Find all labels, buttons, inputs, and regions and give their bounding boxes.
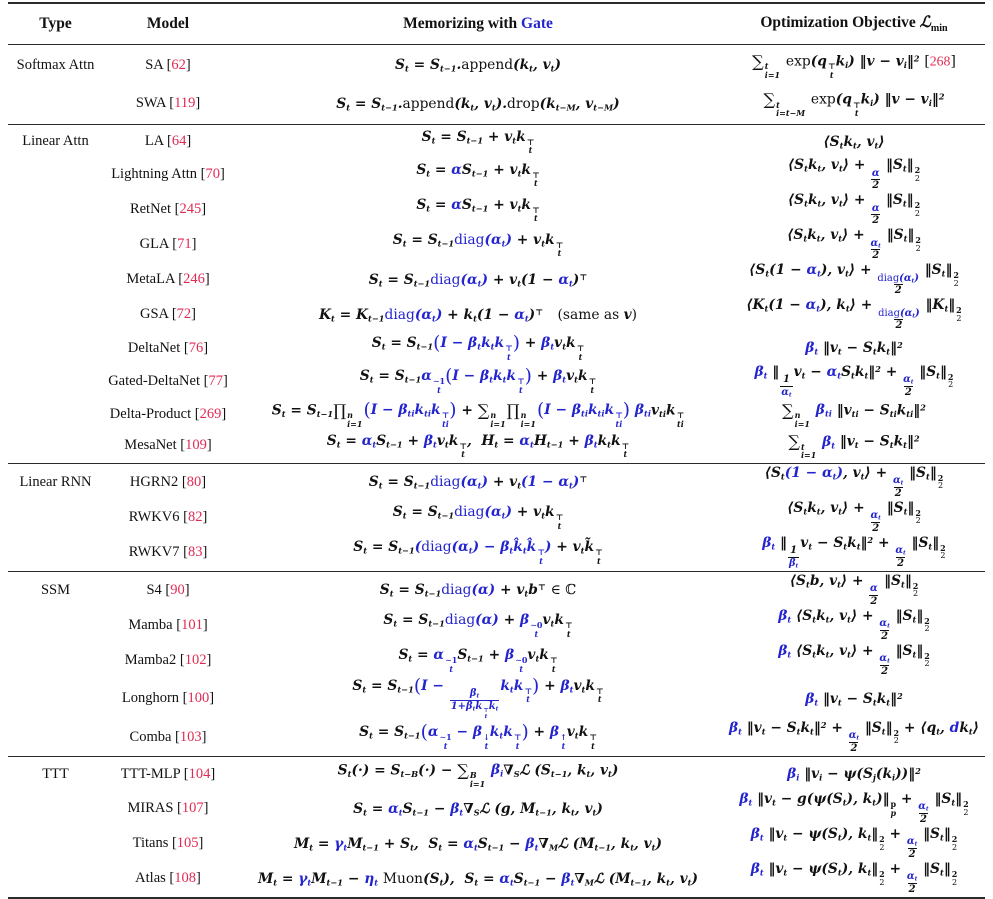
memorizing-formula: $S_t = \alpha S_{t-1} + v_tk$ ⊤ t (416, 162, 540, 189)
model-label: Comba [103] (129, 728, 207, 745)
citation-link[interactable]: 101 (181, 616, 203, 633)
model-label: TTT-MLP [104] (120, 765, 216, 782)
model-label: DeltaNet [76] (127, 339, 209, 356)
citation-link[interactable]: 107 (181, 800, 204, 817)
objective-formula: $\beta_t$ ‖ $\frac{1}{\beta_t}$ $v_t$ − $S_tk_t‖^2$ + $\frac{\alpha_t}{2}$ $‖S_t‖$ 2 2 (762, 534, 946, 570)
table-row (8, 720, 985, 755)
memorizing-formula: $S_t = S_{t-1}(I - \beta_tk_tk$ ⊤ t ) + $\beta_tv_tk$ ⊤ t (371, 333, 585, 362)
table-row (8, 675, 985, 720)
table-row (8, 85, 985, 124)
model-label: Longhorn [100] (121, 690, 215, 707)
section-linear-attn (8, 124, 985, 463)
table-row (8, 758, 985, 791)
memorizing-formula: $S_t$ = $S_{t-1}diag(\alpha) + v_tb^⊤$ ∈ ℂ (379, 581, 577, 599)
citation-link[interactable]: 77 (208, 372, 223, 389)
model-label: SWA [119] (135, 95, 201, 112)
table-row (8, 535, 985, 570)
model-label: HGRN2 [80] (129, 473, 207, 490)
objective-formula: ∑ t i=t−M exp(q ⊤ t $k_i$) ‖v − $v_i‖^2$ (763, 90, 945, 119)
citation-link[interactable]: 62 (171, 56, 186, 73)
objective-formula: $⟨S_t(1 - \alpha_t)$, $v_t⟩$ + $\frac{\alpha_t}{2}$ $‖S_t‖$ 2 2 (764, 464, 944, 499)
table-row (8, 643, 985, 678)
memorizing-formula: $S_t(\cdot) = S_{t-B}(\cdot)$ − ∑ B i=1 $\beta_i\nabla_Sℒ$ ($S_{t-1}$, $k_t$, $v_t$) (337, 760, 619, 789)
objective-formula: $\beta_i$ $‖v_i$ − $\psi(S_j(k_i))‖^2$ (787, 766, 921, 783)
section-ttt (8, 756, 985, 897)
citation-link[interactable]: 80 (186, 473, 202, 490)
table-row (8, 861, 985, 896)
table-row (8, 227, 985, 262)
model-label: RWKV7 [83] (128, 543, 208, 560)
objective-formula: $\beta_t$ $‖v_t$ − $S_tk_t‖^2$ (805, 690, 903, 707)
section-ssm (8, 571, 985, 756)
citation-link[interactable]: 109 (185, 437, 207, 454)
objective-formula: $⟨S_tk_t$, $v_t⟩$ + $\frac{\alpha}{2}$ $‖S_t‖$ 2 2 (787, 157, 921, 192)
objective-formula: ∑ n i=1 $\beta_{ti}$ $‖v_{ti}$ − $S_{ti}k_{ti}‖^2$ (782, 400, 926, 429)
memorizing-formula: $S_t = \alpha S_{t-1} + v_tk$ ⊤ t (416, 197, 540, 224)
model-label: MetaLA [246] (126, 271, 210, 288)
table-row (8, 126, 985, 157)
table-row (8, 791, 985, 826)
objective-formula: ∑ t i=1 $\beta_t$ $‖v_t$ − $S_tk_t‖^2$ (788, 432, 920, 461)
citation-link[interactable]: 119 (174, 95, 196, 112)
type-label: SSM (40, 581, 71, 598)
citation-link[interactable]: 246 (183, 271, 205, 288)
table-row (8, 332, 985, 363)
table-row (8, 465, 985, 500)
citation-link[interactable]: 64 (171, 133, 187, 150)
memorizing-formula: $S_t = S_{t-1}\alpha$ ∼1 t ($I - \beta_tk_tk$ ⊤ t ) + $\beta_tv_tk$ ⊤ t (359, 366, 597, 395)
citation-link[interactable]: 70 (205, 166, 220, 183)
model-label: Mamba2 [102] (124, 651, 212, 668)
memorizing-formula: $S_t$ = $S_{t-1}diag(\alpha_t) + v_t(1 - \alpha_t)^⊤$ (368, 473, 588, 491)
model-label: Mamba [101] (128, 616, 208, 633)
model-label: Titans [105] (132, 835, 204, 852)
table-row (8, 192, 985, 227)
memorizing-formula: $S_t$ = $S_{t-1}\prod$ n i=1 ($I - \beta_{ti}k_{ti}k$ ⊤ ti ) + ∑ n i=1 ∏ n i=1 ($I - \beta_{ti}k_{ti}k$ ⊤ ti ) $\beta_{ti}v_{ti}k$ ⊤ ti (271, 400, 685, 429)
section-linear-rnn (8, 463, 985, 571)
model-label: MIRAS [107] (127, 800, 209, 817)
table-body (8, 45, 985, 897)
memorizing-formula: $S_t = S_{t-1}(\alpha$ ∼1 t − β ↓ t $k_tk$ ⊤ t ) + β ↑ t $v_tk$ ⊤ t (359, 722, 597, 751)
objective-formula: $⟨S_t(1 - \alpha_t)$, $v_t⟩$ + $diag(\alpha_t)$ 2 $‖S_t‖$ 2 2 (749, 262, 959, 297)
citation-link[interactable]: 108 (174, 870, 196, 887)
memorizing-formula: $S_t = S_{t-1} + v_tk$ ⊤ t (421, 128, 535, 156)
citation-link[interactable]: 103 (179, 728, 202, 745)
objective-formula: $⟨S_tk_t$, $v_t⟩$ (823, 133, 885, 150)
memorizing-formula: $S_t$ = $S_{t-1}.append(k_t$, $v_t).drop(k_{t-M}$, $v_{t-M}$) (336, 95, 620, 113)
citation-link[interactable]: 245 (179, 201, 202, 218)
memorizing-formula: $S_t$ = $S_{t-1}diag(\alpha_t) + v_tk$ ⊤ t (392, 504, 564, 531)
objective-formula: $⟨S_tk_t$, $v_t⟩$ + $\frac{\alpha_t}{2}$ $‖S_t‖$ 2 2 (787, 227, 921, 262)
type-label: TTT (42, 765, 69, 782)
memorizing-formula: $S_t$ = $S_{t-1}diag(\alpha_t) + v_t(1 - \alpha_t)^⊤$ (368, 271, 588, 289)
memorizing-formula: $S_t = \alpha$ ∼1 t $S_{t-1} + \beta$ ∼0 t $v_tk$ ⊤ t (398, 647, 558, 674)
header-type: Type (39, 15, 72, 32)
memorizing-formula: $M_t = \gamma_tM_{t-1} - \eta_t$ $Muon(S_t)$, $S_t = \alpha_tS_{t-1}$ − $\beta_t\nabla_Mℒ$ ($M_{t-1}$, $k_t$, $v_t$) (258, 870, 698, 887)
model-label: Gated-DeltaNet [77] (108, 372, 228, 389)
model-label: SA [62] (145, 56, 191, 73)
memorizing-formula: $S_t = S_{t-1}(I$ − $\beta_t$ $1+\beta_tk$ ⊤ t $k_t$ $k_tk$ ⊤ t ) + $\beta_tv_tk$ ⊤ t (352, 675, 604, 720)
citation-link[interactable]: 269 (199, 405, 222, 422)
memory-models-comparison-table (8, 2, 985, 899)
header-memorizing-with-gate: Memorizing with Gate (403, 15, 553, 32)
table-row (8, 297, 985, 332)
model-label: RetNet [245] (129, 201, 207, 218)
model-label: LA [64] (144, 133, 192, 150)
section-softmax-attn (8, 45, 985, 124)
model-label: GLA [71] (139, 236, 197, 253)
objective-formula: $\beta_t$ $‖v_t - g(\psi(S_t)$, $k_t)‖$ p p + $\frac{\alpha_t}{2}$ $‖S_t‖$ 2 2 (739, 791, 969, 826)
memorizing-formula: $S_t = \alpha_tS_{t-1}$ − $\beta_t\nabla_Sℒ$ (g, $M_{t-1}$, $k_t$, $v_t$) (353, 800, 603, 817)
objective-formula: $⟨S_tk_t$, $v_t⟩$ + $\frac{\alpha_t}{2}$ $‖S_t‖$ 2 2 (787, 499, 921, 534)
table-row (8, 364, 985, 399)
table-row (8, 157, 985, 192)
citation-link[interactable]: 100 (187, 690, 210, 707)
objective-formula: $⟨S_tk_t$, $v_t⟩$ + $\frac{\alpha}{2}$ $‖S_t‖$ 2 2 (787, 192, 921, 227)
table-row (8, 430, 985, 461)
objective-formula: $\beta_t$ $⟨S_tk_t$, $v_t⟩$ + $\frac{\alpha_t}{2}$ $‖S_t‖$ 2 2 (778, 607, 930, 642)
citation-link[interactable]: 102 (184, 651, 207, 668)
citation-link[interactable]: 76 (188, 339, 204, 356)
type-label: Linear RNN (19, 473, 92, 490)
memorizing-formula: $S_t$ = $S_{t-1}diag(\alpha) + \beta$ ∼0 t $v_tk$ ⊤ t (383, 612, 573, 639)
objective-formula: ∑ t i=1 exp(q ⊤ t $k_i$) ‖v − $v_i‖^2$ [268] (752, 51, 956, 80)
table-row (8, 608, 985, 643)
objective-formula: $⟨S_tb$, $v_t⟩$ + $\frac{\alpha}{2}$ $‖S_t‖$ 2 2 (789, 572, 919, 607)
model-label: S4 [90] (146, 581, 190, 598)
memorizing-formula: $S_t$ = $S_{t-1}.append(k_t$, $v_t$) (395, 57, 561, 74)
table-row (8, 262, 985, 297)
objective-formula: $\beta_t$ $⟨S_tk_t$, $v_t⟩$ + $\frac{\alpha_t}{2}$ $‖S_t‖$ 2 2 (778, 642, 930, 677)
model-label: Lightning Attn [70] (111, 166, 225, 183)
citation-link[interactable]: 82 (187, 508, 203, 525)
model-label: MesaNet [109] (124, 437, 212, 454)
objective-formula: $\beta_t$ $‖v_t$ − $S_tk_t‖^2$ + $\frac{\alpha_t}{2}$ $‖S_t‖$ 2 2 + $⟨q_t$, $dk_t⟩$ (728, 719, 980, 754)
table-row (8, 46, 985, 85)
table-row (8, 826, 985, 861)
table-header-row (8, 4, 985, 45)
memorizing-formula: $S_t$ = $S_{t-1}diag(\alpha_t) + v_tk$ ⊤ t (392, 232, 564, 259)
model-label: GSA [72] (139, 306, 196, 323)
citation-link[interactable]: 104 (188, 765, 211, 782)
table-row (8, 500, 985, 535)
objective-formula: $⟨K_t(1 - \alpha_t)$, $k_t⟩$ + $diag(\alpha_t)$ 2 $‖K_t‖$ 2 2 (746, 297, 962, 332)
memorizing-formula: $S_t$ = $S_{t-1}(diag(\alpha_t)$ − $\beta_tk̂_tk̂$ ⊤ t ) + $v_tk̃$ ⊤ t (353, 539, 603, 566)
memorizing-formula: $K_t$ = $K_{t-1}diag(\alpha_t) + k_t(1 - \alpha_t)^⊤$ (same as v) (319, 306, 637, 324)
citation-link[interactable]: 105 (176, 835, 199, 852)
objective-formula: $\beta_t$ $‖v_t$ − $S_tk_t‖^2$ (805, 339, 903, 357)
table-row (8, 399, 985, 430)
objective-formula: $\beta_t$ $‖v_t - \psi(S_t)$, $k_t‖$ 2 2 + $\frac{\alpha_t}{2}$ $‖S_t‖$ 2 2 (750, 861, 958, 896)
citation-link[interactable]: 72 (176, 306, 192, 323)
citation-link[interactable]: 83 (187, 543, 203, 560)
citation-link[interactable]: 71 (177, 236, 192, 253)
objective-formula: $\beta_t$ ‖ $\frac{1}{\alpha_t}$ $v_t$ − $\alpha_tS_tk_t‖^2$ + $\frac{\alpha_t}{2}$ $‖S_t‖$ 2 2 (754, 363, 954, 399)
memorizing-formula: $M_t = \gamma_tM_{t-1} + S_t$, $S_t = \alpha_tS_{t-1}$ − $\beta_t\nabla_Mℒ$ ($M_{t-1}$, $k_t$, $v_t$) (293, 835, 662, 852)
header-optimization-objective: Optimization Objective ℒ$_{min}$ (760, 14, 948, 35)
model-label: RWKV6 [82] (128, 508, 208, 525)
objective-formula: $\beta_t$ $‖v_t - \psi(S_t)$, $k_t‖$ 2 2 + $\frac{\alpha_t}{2}$ $‖S_t‖$ 2 2 (750, 826, 958, 861)
model-label: Delta-Product [269] (109, 405, 227, 422)
type-label: Linear Attn (22, 133, 89, 150)
header-model: Model (146, 15, 190, 32)
table-row (8, 573, 985, 608)
type-label: Softmax Attn (16, 56, 95, 73)
memorizing-formula: $S_t = \alpha_tS_{t-1} + \beta_tv_tk$ ⊤ t , $H_t = \alpha_tH_{t-1} + \beta_tk_tk$ ⊤ t (326, 432, 630, 460)
model-label: Atlas [108] (135, 870, 201, 887)
citation-link[interactable]: 90 (170, 581, 185, 598)
